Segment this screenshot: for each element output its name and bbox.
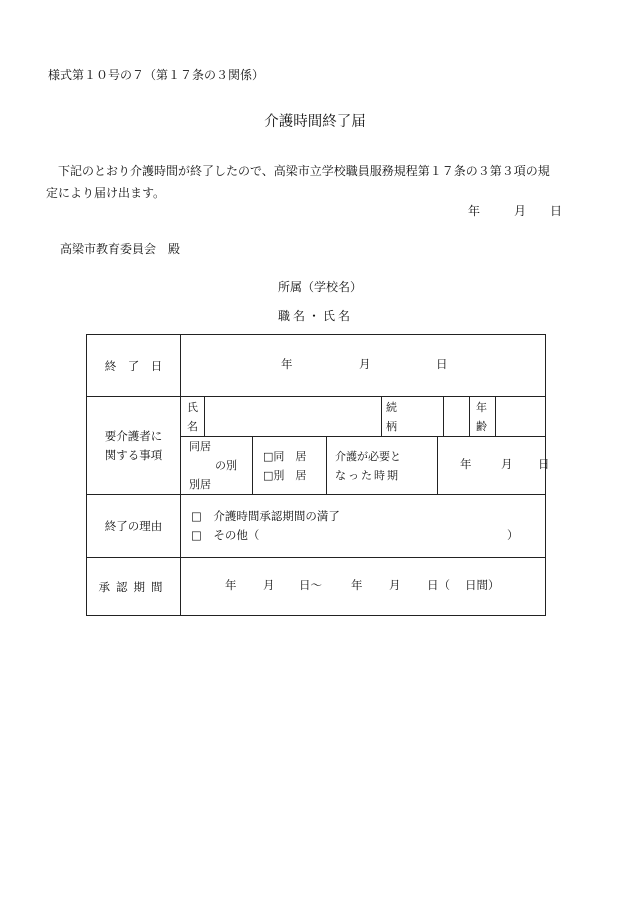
care-needed-year: 年 [460,456,472,471]
submission-date [468,202,562,219]
affiliation-label: 所属（学校名） [278,280,363,294]
approval-end-month: 月 [389,577,401,592]
care-needed-label-line-1: 介護が必要と [335,449,401,463]
reason-row [87,495,546,558]
name-label-line-1: 氏 [187,400,198,414]
end-notice-table [86,334,550,616]
form-number: 様式第１０号の７（第１７条の３関係） [48,68,265,82]
approval-start-day: 日～ [299,577,322,592]
care-recipient-row-1 [87,397,546,437]
reason-field [181,495,546,558]
reason-option-other[interactable] [181,526,545,545]
approval-start-year: 年 [225,577,237,592]
name-field[interactable] [205,397,382,437]
care-needed-month: 月 [501,456,513,471]
date-month-label: 月 [514,204,527,218]
approval-period-label: 承認期間 [87,558,181,616]
position-name-label: 職名・氏名 [278,309,354,323]
reason-option-other-label: □ その他（ [191,528,260,542]
age-label [470,397,496,436]
name-label [181,397,205,437]
reason-option-other-close: ） [507,528,519,542]
end-date-year: 年 [281,356,293,371]
cohabit-label [181,437,253,495]
cohabit-label-line-2: の別 [215,459,237,472]
care-needed-day: 日 [538,456,550,471]
age-field[interactable] [496,397,545,436]
end-date-field[interactable] [181,335,546,397]
care-recipient-label-line-1: 要介護者に [104,428,163,443]
addressee: 高梁市教育委員会 殿 [60,242,181,256]
care-recipient-label-line-2: 関する事項 [104,447,163,462]
care-needed-date-field[interactable] [438,437,550,495]
approval-end-year: 年 [351,577,363,592]
reason-label: 終了の理由 [87,495,181,558]
body-text-line-1: 下記のとおり介護時間が終了したので、高梁市立学校職員服務規程第１７条の３第３項の規 [58,164,550,178]
relation-label [382,397,444,437]
body-text-line-2: 定により届け出ます。 [46,186,166,200]
approval-end-day: 日（ [427,577,450,592]
care-needed-label-line-2: なった時期 [335,468,400,482]
age-field-group [470,397,546,437]
approval-period-row [87,558,546,616]
approval-period-field[interactable] [181,558,546,616]
care-needed-label [327,437,438,495]
age-label-line-2: 齢 [476,419,487,433]
name-label-line-2: 名 [187,419,198,433]
approval-days-count: 日間） [465,577,500,592]
end-date-day: 日 [436,356,448,371]
relation-label-line-2: 柄 [386,419,397,433]
end-date-row [87,335,546,397]
document-title: 介護時間終了届 [264,114,366,130]
relation-field[interactable] [444,397,470,437]
cohabit-label-line-3: 別居 [189,478,211,491]
care-recipient-label [87,397,181,495]
body-text [46,160,586,204]
cohabit-option-separate[interactable]: □別 居 [263,468,307,482]
cohabit-label-line-1: 同居 [189,440,211,453]
cohabit-options [253,437,327,495]
age-label-line-1: 年 [476,400,487,414]
approval-start-month: 月 [263,577,275,592]
cohabit-option-together[interactable]: □同 居 [263,449,307,463]
relation-label-line-1: 続 [386,400,397,414]
reason-option-expired[interactable]: □ 介護時間承認期間の満了 [191,509,340,523]
end-date-month: 月 [359,356,371,371]
date-day-label: 日 [550,204,563,218]
date-year-label: 年 [468,204,481,218]
end-date-label: 終 了 日 [87,335,181,397]
